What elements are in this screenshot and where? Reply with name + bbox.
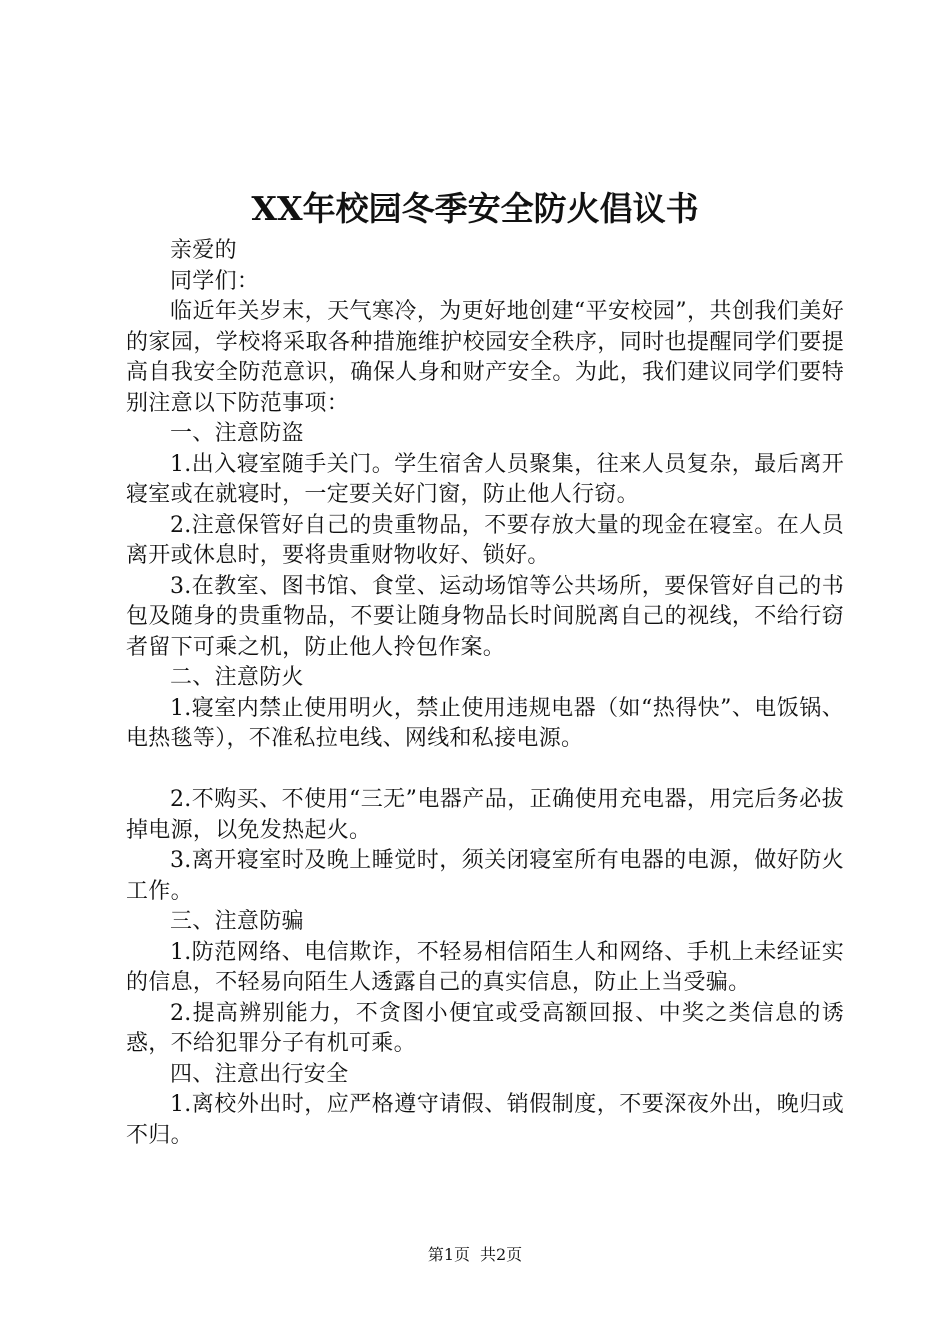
paragraph-fire-1: 1.寝室内禁止使用明火，禁止使用违规电器（如“热得快”、电饭锅、电热毯等），不准私拉电线、网线和私接电源。 (126, 695, 844, 751)
intro-paragraph: 临近年关岁末，天气寒冷，为更好地创建“平安校园”，共创我们美好的家园，学校将采取各种措施维护校园安全秩序，同时也提醒同学们要提高自我安全防范意识，确保人身和财产安全。为此，我们建议同学们要特别注意以下防范事项： (126, 299, 844, 416)
section-heading-fraud: 三、注意防骗 (170, 909, 304, 934)
page-number: 第1页 (427, 1245, 470, 1264)
section-heading-theft: 一、注意防盗 (170, 421, 304, 446)
page-footer (0, 1243, 950, 1267)
paragraph-travel-1: 1.离校外出时，应严格遵守请假、销假制度，不要深夜外出，晚归或不归。 (126, 1092, 844, 1148)
section-heading-travel: 四、注意出行安全 (170, 1061, 349, 1087)
document-title: XX年校园冬季安全防火倡议书 (251, 189, 699, 228)
paragraph-theft-1: 1.出入寝室随手关门。学生宿舍人员聚集，往来人员复杂，最后离开寝室或在就寝时，一定要关好门窗，防止他人行窃。 (126, 451, 844, 507)
paragraph-theft-2: 2.注意保管好自己的贵重物品，不要存放大量的现金在寝室。在人员离开或休息时，要将贵重财物收好、锁好。 (126, 512, 844, 568)
paragraph-fraud-1: 1.防范网络、电信欺诈，不轻易相信陌生人和网络、手机上未经证实的信息，不轻易向陌生人透露自己的真实信息，防止上当受骗。 (126, 939, 844, 995)
paragraph-theft-3: 3.在教室、图书馆、食堂、运动场馆等公共场所，要保管好自己的书包及随身的贵重物品，不要让随身物品长时间脱离自己的视线，不给行窃者留下可乘之机，防止他人拎包作案。 (126, 573, 844, 660)
section-heading-fire: 二、注意防火 (170, 665, 304, 690)
salutation-line-2: 同学们： (170, 268, 260, 294)
salutation-line-1: 亲爱的 (170, 238, 237, 263)
paragraph-fire-3: 3.离开寝室时及晚上睡觉时，须关闭寝室所有电器的电源，做好防火工作。 (126, 848, 844, 904)
paragraph-fraud-2: 2.提高辨别能力，不贪图小便宜或受高额回报、中奖之类信息的诱惑，不给犯罪分子有机可乘。 (126, 1000, 844, 1056)
document-body (126, 236, 844, 1151)
page-total: 共2页 (480, 1245, 523, 1264)
paragraph-fire-2: 2.不购买、不使用“三无”电器产品，正确使用充电器，用完后务必拔掉电源，以免发热起火。 (126, 787, 844, 843)
